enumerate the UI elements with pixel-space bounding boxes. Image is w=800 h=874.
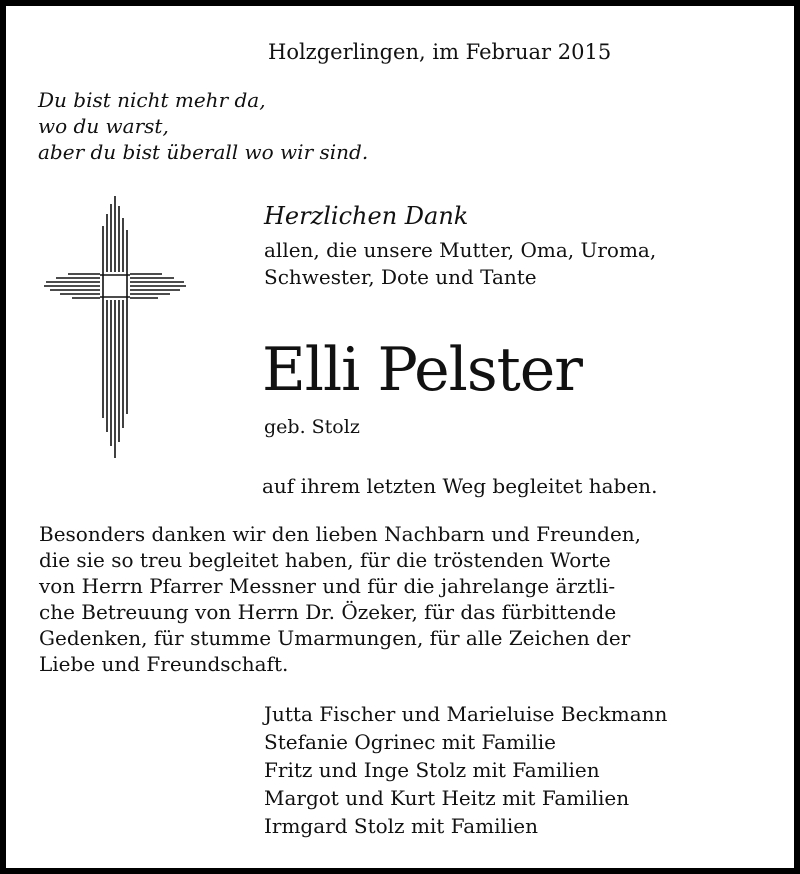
quote-line-3: aber du bist überall wo wir sind. [38,140,369,164]
quote-line-2: wo du warst, [38,114,169,138]
signature-3: Fritz und Inge Stolz mit Familien [264,758,600,782]
birth-name: geb. Stolz [264,416,360,438]
place-date: Holzgerlingen, im Februar 2015 [268,40,612,64]
body-line-3: von Herrn Pfarrer Messner und für die jahrelange ärztli- [39,574,616,598]
body-line-1: Besonders danken wir den lieben Nachbarn und Freunden, [39,522,642,546]
body-line-4: che Betreuung von Herrn Dr. Özeker, für das fürbittende [39,600,617,624]
signature-2: Stefanie Ogrinec mit Familie [264,730,556,754]
body-line-6: Liebe und Freundschaft. [39,652,289,676]
closing-line: auf ihrem letzten Weg begleitet haben. [262,474,658,498]
quote-line-1: Du bist nicht mehr da, [38,88,266,112]
thanks-line-1: allen, die unsere Mutter, Oma, Uroma, [264,238,657,262]
body-line-2: die sie so treu begleitet haben, für die tröstenden Worte [39,548,611,572]
deceased-name: Elli Pelster [262,335,582,405]
body-line-5: Gedenken, für stumme Umarmungen, für alle Zeichen der [39,626,631,650]
signature-4: Margot und Kurt Heitz mit Familien [264,786,630,810]
thanks-line-2: Schwester, Dote und Tante [264,265,537,289]
signature-5: Irmgard Stolz mit Familien [264,814,539,838]
cross-icon [44,196,186,458]
signature-1: Jutta Fischer und Marieluise Beckmann [264,702,668,726]
obituary-card [6,6,794,868]
thanks-heading: Herzlichen Dank [264,202,469,230]
